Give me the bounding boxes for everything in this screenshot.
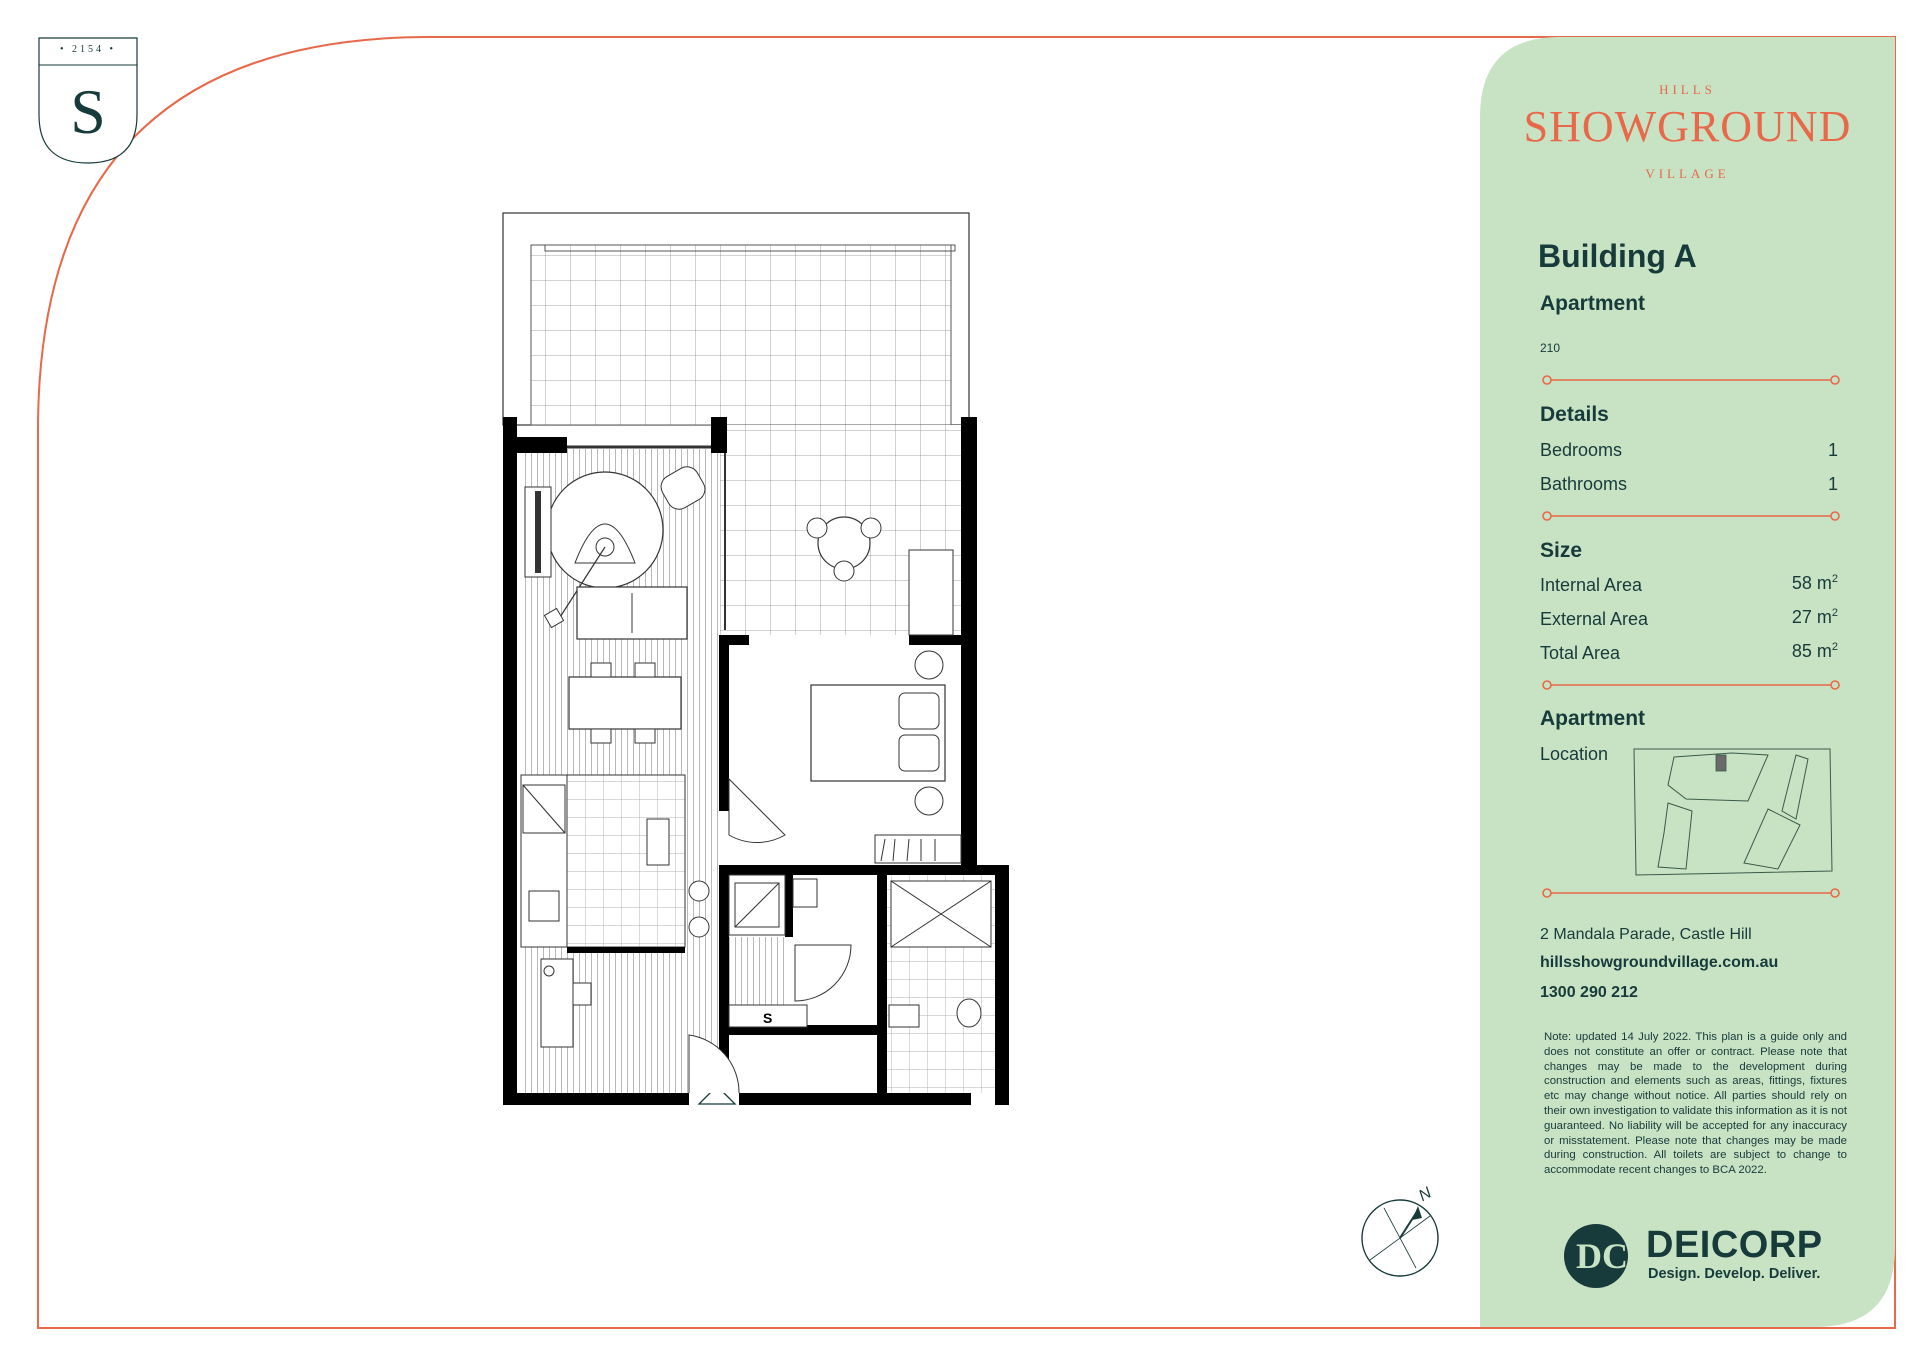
total-area-value: 85 $m^2$ — [1791, 641, 1838, 661]
badge-letter: S — [70, 76, 106, 147]
apartment-heading: Apartment — [1540, 292, 1646, 315]
north-compass-icon — [1354, 1184, 1450, 1280]
deicorp-logo-icon — [1562, 1222, 1630, 1290]
disclaimer-note: Note: updated 14 July 2022. This plan is a guide only and does not constitute an offer or contract. Please note that changes may be made to the development during construction and elements such as areas, fittings, fixtures etc may change without notice. All parties should rely on their own investigation to validate this information as it is not guaranteed. No liability will be accepted for any inaccuracy or misstatement. Please note that changes may be made during construction. All toilets are subject to change to accommodate recent changes to BCA 2022. — [1544, 1031, 1847, 1177]
address: 2 Mandala Parade, Castle Hill — [1540, 926, 1752, 943]
brand-top: HILLS — [1659, 82, 1716, 97]
floor-plan — [495, 205, 1015, 1105]
location-label: Location — [1540, 744, 1609, 764]
badge-code: • 2154 • — [59, 44, 116, 55]
details-heading: Details — [1540, 403, 1609, 426]
internal-area-label: Internal Area — [1540, 575, 1643, 595]
section-divider — [1541, 510, 1841, 522]
brand-bottom: VILLAGE — [1645, 166, 1730, 181]
total-area-label: Total Area — [1540, 643, 1621, 663]
brand-main: SHOWGROUND — [1523, 102, 1852, 151]
svg-text:DC: DC — [1576, 1236, 1628, 1276]
section-divider — [1541, 887, 1841, 899]
location-map-icon — [1628, 745, 1836, 879]
external-area-value: 27 $m^2$ — [1791, 607, 1838, 627]
apartment-number: 210 — [1540, 341, 1561, 355]
svg-text:N: N — [1416, 1184, 1435, 1205]
bathrooms-label: Bathrooms — [1540, 474, 1628, 494]
store-label: S — [763, 1010, 773, 1026]
location-heading: Apartment — [1540, 707, 1646, 730]
building-title: Building A — [1538, 238, 1697, 274]
internal-area-value: 58 $m^2$ — [1791, 573, 1838, 593]
developer-tagline: Design. Develop. Deliver. — [1648, 1266, 1821, 1282]
section-divider — [1541, 374, 1841, 386]
bedrooms-value: 1 — [1827, 440, 1838, 460]
phone-number[interactable]: 1300 290 212 — [1540, 984, 1638, 1001]
developer-name: DEICORP — [1646, 1224, 1823, 1266]
bedrooms-label: Bedrooms — [1540, 440, 1623, 460]
section-divider — [1541, 679, 1841, 691]
bathrooms-value: 1 — [1827, 474, 1838, 494]
website-link[interactable]: hillsshowgroundvillage.com.au — [1540, 954, 1779, 971]
external-area-label: External Area — [1540, 609, 1649, 629]
size-heading: Size — [1540, 539, 1583, 562]
